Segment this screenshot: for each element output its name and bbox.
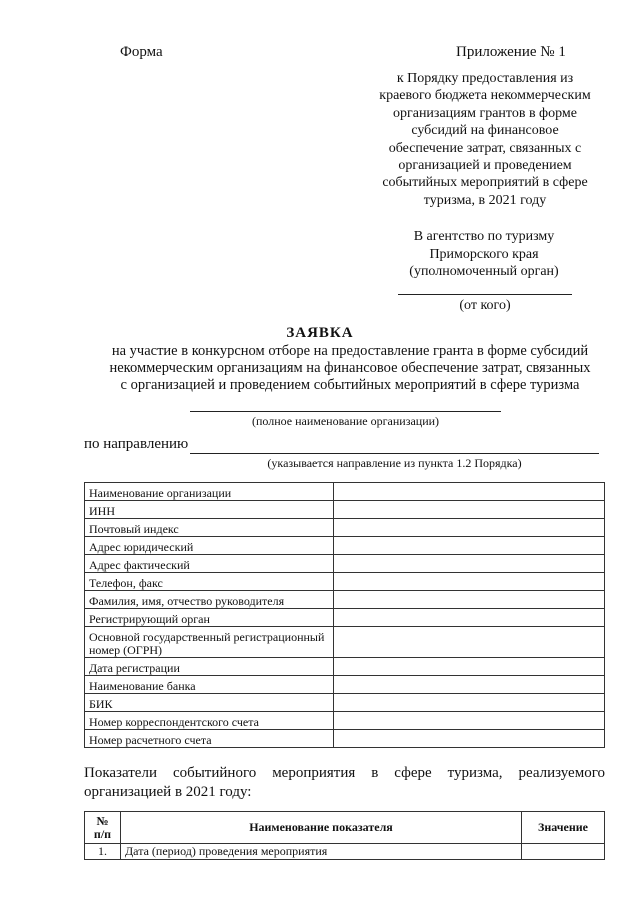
appendix-line: туризма, в 2021 году [423, 192, 547, 208]
table-row [85, 676, 605, 694]
field-label: Наименование банка [85, 676, 334, 694]
appendix-line: краевого бюджета некоммерческим [379, 88, 591, 104]
field-label: Адрес фактический [85, 555, 334, 573]
appendix-line: событийных мероприятий в сфере [382, 175, 588, 191]
from-blank-line [398, 294, 572, 295]
document-title: ЗАЯВКА [286, 325, 354, 341]
table-row [85, 694, 605, 712]
field-label: Регистрирующий орган [85, 609, 334, 627]
appendix-line: к Порядку предоставления из [396, 71, 574, 86]
field-value[interactable] [334, 609, 605, 627]
subtitle-line: с организацией и проведением событийных мероприятий в сфере туризма [120, 377, 580, 393]
direction-caption: (указывается направление из пункта 1.2 Порядка) [267, 456, 522, 470]
subtitle-line: некоммерческим организациям на финансовое обеспечение затрат, связанных [109, 360, 591, 376]
table-row [85, 501, 605, 519]
organization-info-table [84, 482, 605, 748]
intro-word: Показатели [84, 765, 157, 781]
indicator-value[interactable] [522, 844, 605, 860]
table-row [85, 844, 605, 860]
field-value[interactable] [334, 730, 605, 748]
intro-word: сфере [394, 765, 432, 781]
document-subtitle [80, 343, 620, 394]
field-value[interactable] [334, 555, 605, 573]
field-label: Номер корреспондентского счета [85, 712, 334, 730]
field-value[interactable] [334, 483, 605, 501]
table-row [85, 591, 605, 609]
field-label: Наименование организации [85, 483, 334, 501]
field-value[interactable] [334, 519, 605, 537]
appendix-line: организациям грантов в форме [392, 105, 577, 121]
table-row [85, 555, 605, 573]
field-value[interactable] [334, 712, 605, 730]
column-header-name: Наименование показателя [121, 812, 522, 844]
table-row [85, 519, 605, 537]
field-label: ИНН [85, 501, 334, 519]
field-value[interactable] [334, 591, 605, 609]
table-row [85, 483, 605, 501]
field-label: Основной государственный регистрационный номер (ОГРН) [85, 627, 334, 658]
intro-word: в [371, 765, 379, 781]
table-row [85, 609, 605, 627]
indicators-intro-line [84, 764, 605, 783]
organization-caption: (полное наименование организации) [251, 414, 440, 428]
field-label: Фамилия, имя, отчество руководителя [85, 591, 334, 609]
table-header-row [85, 812, 605, 844]
intro-word: туризма, [447, 765, 503, 781]
appendix-reference [360, 70, 610, 209]
field-label: Номер расчетного счета [85, 730, 334, 748]
header-text: п/п [93, 826, 112, 841]
row-number: 1. [85, 844, 121, 860]
intro-word: реализуемого [518, 765, 605, 781]
from-caption: (от кого) [459, 298, 511, 313]
field-value[interactable] [334, 501, 605, 519]
recipient-line: Приморского края [429, 246, 539, 262]
direction-label: по направлению [84, 436, 189, 452]
appendix-label: Приложение № 1 [456, 44, 566, 60]
appendix-line: организацией и проведением [398, 158, 572, 174]
table-row [85, 573, 605, 591]
field-value[interactable] [334, 658, 605, 676]
table-row [85, 537, 605, 555]
organization-blank-line [190, 411, 501, 412]
intro-word: мероприятия [272, 765, 356, 781]
column-header-number [85, 812, 121, 844]
appendix-line: субсидий на финансовое [411, 123, 559, 139]
field-label: Адрес юридический [85, 537, 334, 555]
field-label: Телефон, факс [85, 573, 334, 591]
indicators-table [84, 811, 605, 860]
recipient-line: (уполномоченный орган) [409, 264, 559, 279]
direction-blank-line [190, 453, 599, 454]
header-text: № [96, 813, 109, 828]
table-row [85, 730, 605, 748]
recipient-block [384, 228, 584, 281]
intro-word: событийного [172, 765, 257, 781]
indicators-intro-line: организацией в 2021 году: [84, 784, 252, 800]
field-label: БИК [85, 694, 334, 712]
form-label: Форма [120, 44, 163, 60]
recipient-line: В агентство по туризму [413, 229, 555, 244]
field-label: Дата регистрации [85, 658, 334, 676]
indicators-intro [84, 764, 605, 802]
field-label: Почтовый индекс [85, 519, 334, 537]
subtitle-line: на участие в конкурсном отборе на предоставление гранта в форме субсидий [111, 343, 589, 359]
field-value[interactable] [334, 537, 605, 555]
field-value[interactable] [334, 694, 605, 712]
column-header-value: Значение [522, 812, 605, 844]
field-value[interactable] [334, 573, 605, 591]
appendix-line: обеспечение затрат, связанных с [388, 140, 582, 156]
table-row [85, 658, 605, 676]
field-value[interactable] [334, 627, 605, 658]
field-value[interactable] [334, 676, 605, 694]
table-row [85, 627, 605, 658]
indicator-name: Дата (период) проведения мероприятия [121, 844, 522, 860]
table-row [85, 712, 605, 730]
